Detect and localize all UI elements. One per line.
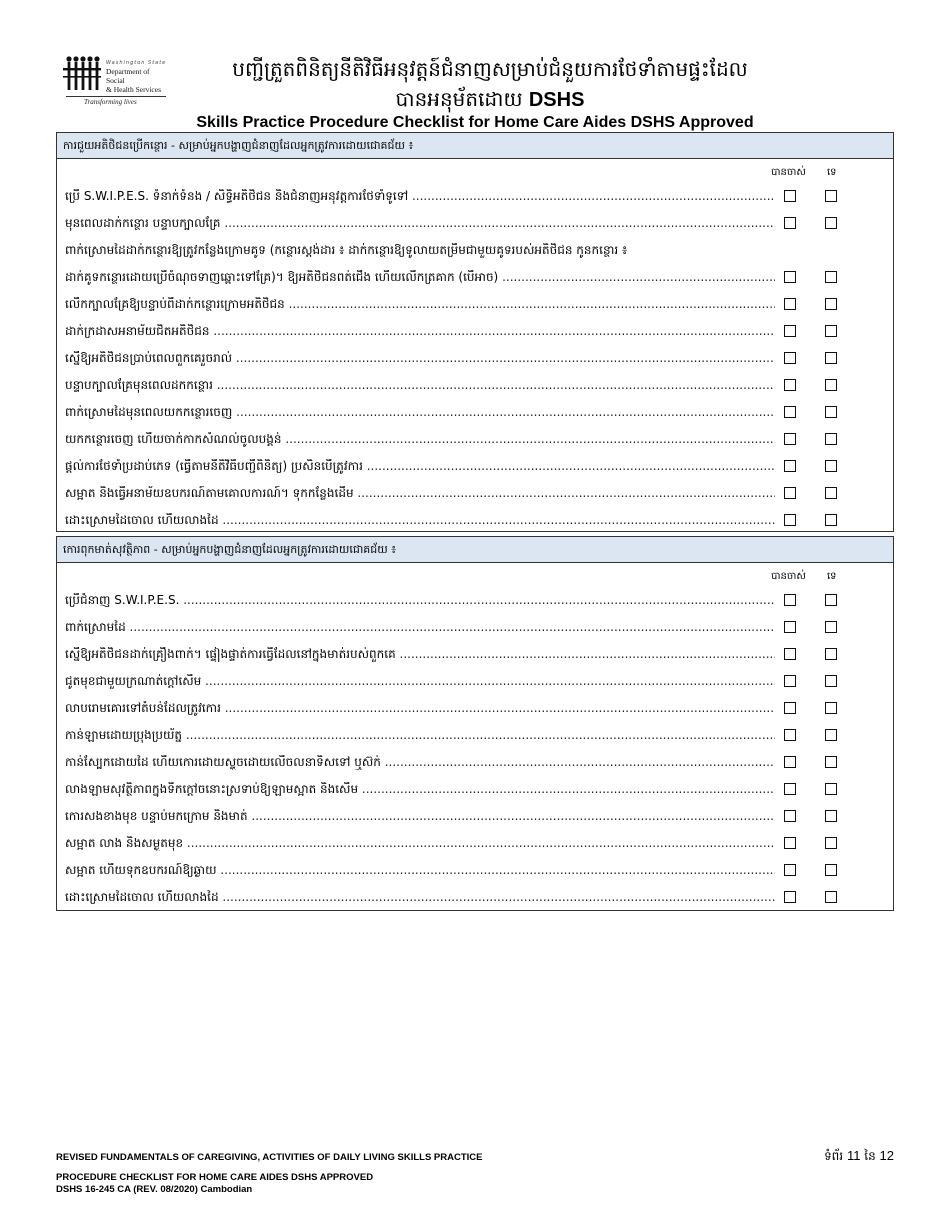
footer-title: REVISED FUNDAMENTALS OF CAREGIVING, ACTIVITIES OF DAILY LIVING SKILLS PRACTICE — [56, 1152, 483, 1163]
fail-checkbox[interactable] — [825, 621, 837, 633]
column-fail-label: ទេ — [827, 167, 837, 178]
checklist-section-bedpan — [56, 132, 894, 532]
checklist-row: ប្រើ S.W.I.P.E.S. ទំនាក់ទំនង / សិទ្ធិអតិថិជន និងជំនាញអនុវត្តការថែទាំទូទៅ ..... — [57, 183, 893, 210]
column-headers — [57, 159, 893, 183]
fail-checkbox[interactable] — [825, 837, 837, 849]
pass-checkbox[interactable] — [784, 352, 796, 364]
logo-divider — [66, 96, 166, 97]
fail-checkbox[interactable] — [825, 891, 837, 903]
fail-checkbox[interactable] — [825, 271, 837, 283]
checklist-row: បន្ទាបក្បាលគ្រែមុនពេលដកកន្ថោរ ..... — [57, 372, 893, 399]
pass-checkbox[interactable] — [784, 271, 796, 283]
fail-checkbox[interactable] — [825, 864, 837, 876]
checklist-row: សម្អាត លាង និងសម្ងួតមុខ ..... — [57, 830, 893, 857]
logo-department: Department of Social & Health Services — [106, 67, 161, 94]
dshs-logo — [62, 54, 170, 110]
fail-checkbox[interactable] — [825, 702, 837, 714]
fail-checkbox[interactable] — [825, 433, 837, 445]
fail-checkbox[interactable] — [825, 514, 837, 526]
checklist-row: សម្អាត ហើយទុកឧបករណ៍ឱ្យឆ្ងាយ ..... — [57, 857, 893, 884]
pass-checkbox[interactable] — [784, 729, 796, 741]
logo-tagline: Transforming lives — [84, 98, 137, 106]
checklist-row: ពាក់ស្រោមដៃ ..... — [57, 614, 893, 641]
pass-checkbox[interactable] — [784, 837, 796, 849]
fail-checkbox[interactable] — [825, 729, 837, 741]
fail-checkbox[interactable] — [825, 487, 837, 499]
pass-checkbox[interactable] — [784, 783, 796, 795]
page-number: ទំព័រ 11 នៃ 12 — [824, 1148, 894, 1163]
fail-checkbox[interactable] — [825, 648, 837, 660]
fail-checkbox[interactable] — [825, 298, 837, 310]
checklist-row: ដោះស្រោមដៃចោល ហើយលាងដៃ ..... — [57, 507, 893, 534]
checklist-row: ដោះស្រោមដៃចោល ហើយលាងដៃ ..... — [57, 884, 893, 911]
fail-checkbox[interactable] — [825, 352, 837, 364]
fail-checkbox[interactable] — [825, 810, 837, 822]
column-pass-label: បានចាស់ — [771, 571, 806, 582]
section-header: ការជួយអតិថិជនប្រើកន្ថោរ - សម្រាប់អ្នកបង្ហាញជំនាញដែលអ្នកត្រូវការដោយជោគជ័យ ៖ — [57, 133, 893, 159]
footer-form-number: DSHS 16-245 CA (REV. 08/2020) Cambodian — [56, 1184, 253, 1195]
checklist-row: ស្នើឱ្យអតិថិជនដាក់គ្រឿងពាក់។ ផ្ទៀងផ្ទាត់ការធ្វើដែលនៅក្នុងមាត់របស់ពួកគេ ..... — [57, 641, 893, 668]
pass-checkbox[interactable] — [784, 487, 796, 499]
fail-checkbox[interactable] — [825, 675, 837, 687]
checklist-row: កោរសងខាងមុខ បន្ទាប់មកក្រោម និងមាត់ ..... — [57, 803, 893, 830]
pass-checkbox[interactable] — [784, 675, 796, 687]
title-khmer-line2: បានអនុម័តដោយ DSHS — [395, 87, 585, 111]
pass-checkbox[interactable] — [784, 756, 796, 768]
logo-state: Washington State — [106, 60, 167, 66]
checklist-row: ដាក់គូទកន្ថោរដោយប្រើចំណុចទាញឆ្ពោះទៅគ្រែ)។ ឱ្យអតិថិជនពត់ជើង ហើយលើកត្រគាក (បើអាច) ..... — [57, 264, 893, 291]
checklist-row: យកកន្ថោរចេញ ហើយចាក់កាកសំណល់ចូលបង្គន់ ..... — [57, 426, 893, 453]
pass-checkbox[interactable] — [784, 648, 796, 660]
checklist-row-continued: ពាក់ស្រោមដៃដាក់កន្ថោរឱ្យត្រូវកន្លែងក្រោមគូទ (កន្ថោរស្តង់ដារ ៖ ដាក់កន្ថោរឱ្យទូលាយតម្រឹមជាមួយគូទរបស់អតិថិជន កូនកន្ថោរ ៖ — [65, 243, 628, 257]
fail-checkbox[interactable] — [825, 756, 837, 768]
column-fail-label: ទេ — [827, 571, 837, 582]
checklist-row: មុនពេលដាក់កន្ថោរ បន្ទាបក្បាលគ្រែ ..... — [57, 210, 893, 237]
fail-checkbox[interactable] — [825, 379, 837, 391]
fail-checkbox[interactable] — [825, 190, 837, 202]
checklist-section-shaving — [56, 536, 894, 911]
pass-checkbox[interactable] — [784, 702, 796, 714]
pass-checkbox[interactable] — [784, 460, 796, 472]
checklist-row: កាន់ឡាមដោយប្រុងប្រយ័ត្ន ..... — [57, 722, 893, 749]
pass-checkbox[interactable] — [784, 325, 796, 337]
pass-checkbox[interactable] — [784, 810, 796, 822]
checklist-row: ពាក់ស្រោមដៃមុនពេលយកកន្ថោរចេញ ..... — [57, 399, 893, 426]
checklist-row: លាបរោមគោរទៅតំបន់ដែលត្រូវកោរ ..... — [57, 695, 893, 722]
column-pass-label: បានចាស់ — [771, 167, 806, 178]
fail-checkbox[interactable] — [825, 783, 837, 795]
dshs-figures-icon — [62, 54, 102, 94]
checklist-row: ដាក់ក្រដាសអនាម័យជិតអតិថិជន ..... — [57, 318, 893, 345]
checklist-row: ស្នើឱ្យអតិថិជនប្រាប់ពេលពួកគេរួចរាល់ ..... — [57, 345, 893, 372]
checklist-row: ផ្តល់ការថែទាំប្រដាប់ភេទ (ធ្វើតាមនីតិវិធីបញ្ជីពិនិត្យ) ប្រសិនបើត្រូវការ ..... — [57, 453, 893, 480]
checklist-row: លាងឡាមសុវត្ថិភាពក្នុងទឹកក្តៅចនោះស្រទាប់ឱ្យឡាមស្អាត និងសើម ..... — [57, 776, 893, 803]
fail-checkbox[interactable] — [825, 594, 837, 606]
fail-checkbox[interactable] — [825, 460, 837, 472]
pass-checkbox[interactable] — [784, 433, 796, 445]
checklist-row: លើកក្បាលគ្រែឱ្យបន្ទាប់ពីដាក់កន្ថោរក្រោមអតិថិជន ..... — [57, 291, 893, 318]
pass-checkbox[interactable] — [784, 217, 796, 229]
title-english: Skills Practice Procedure Checklist for Home Care Aides DSHS Approved — [196, 114, 754, 131]
pass-checkbox[interactable] — [784, 406, 796, 418]
fail-checkbox[interactable] — [825, 325, 837, 337]
pass-checkbox[interactable] — [784, 621, 796, 633]
column-headers — [57, 563, 893, 587]
checklist-row: ជូតមុខជាមួយក្រណាត់ក្តៅសើម ..... — [57, 668, 893, 695]
fail-checkbox[interactable] — [825, 217, 837, 229]
checklist-row: កាន់ស្បែកដោយដៃ ហើយកោរដោយស្ទួចដោយលើចលនាទិសទៅ ឬស៊ក់ ..... — [57, 749, 893, 776]
pass-checkbox[interactable] — [784, 891, 796, 903]
pass-checkbox[interactable] — [784, 514, 796, 526]
checklist-row: សម្អាត និងធ្វើអនាម័យឧបករណ៍តាមគោលការណ៍។ ទុកកន្លែងដើម ..... — [57, 480, 893, 507]
fail-checkbox[interactable] — [825, 406, 837, 418]
pass-checkbox[interactable] — [784, 190, 796, 202]
pass-checkbox[interactable] — [784, 379, 796, 391]
pass-checkbox[interactable] — [784, 864, 796, 876]
pass-checkbox[interactable] — [784, 298, 796, 310]
checklist-row: ប្រើជំនាញ S.W.I.P.E.S. ..... — [57, 587, 893, 614]
pass-checkbox[interactable] — [784, 594, 796, 606]
footer-subtitle: PROCEDURE CHECKLIST FOR HOME CARE AIDES DSHS APPROVED — [56, 1172, 374, 1183]
section-header: កោរពុកមាត់សុវត្ថិភាព - សម្រាប់អ្នកបង្ហាញជំនាញដែលអ្នកត្រូវការដោយជោគជ័យ ៖ — [57, 537, 893, 563]
title-khmer-line1: បញ្ជីត្រួតពិនិត្យនីតិវិធីអនុវត្តន៍ជំនាញសម្រាប់ជំនួយការថែទាំតាមផ្ទះដែល — [232, 57, 748, 81]
